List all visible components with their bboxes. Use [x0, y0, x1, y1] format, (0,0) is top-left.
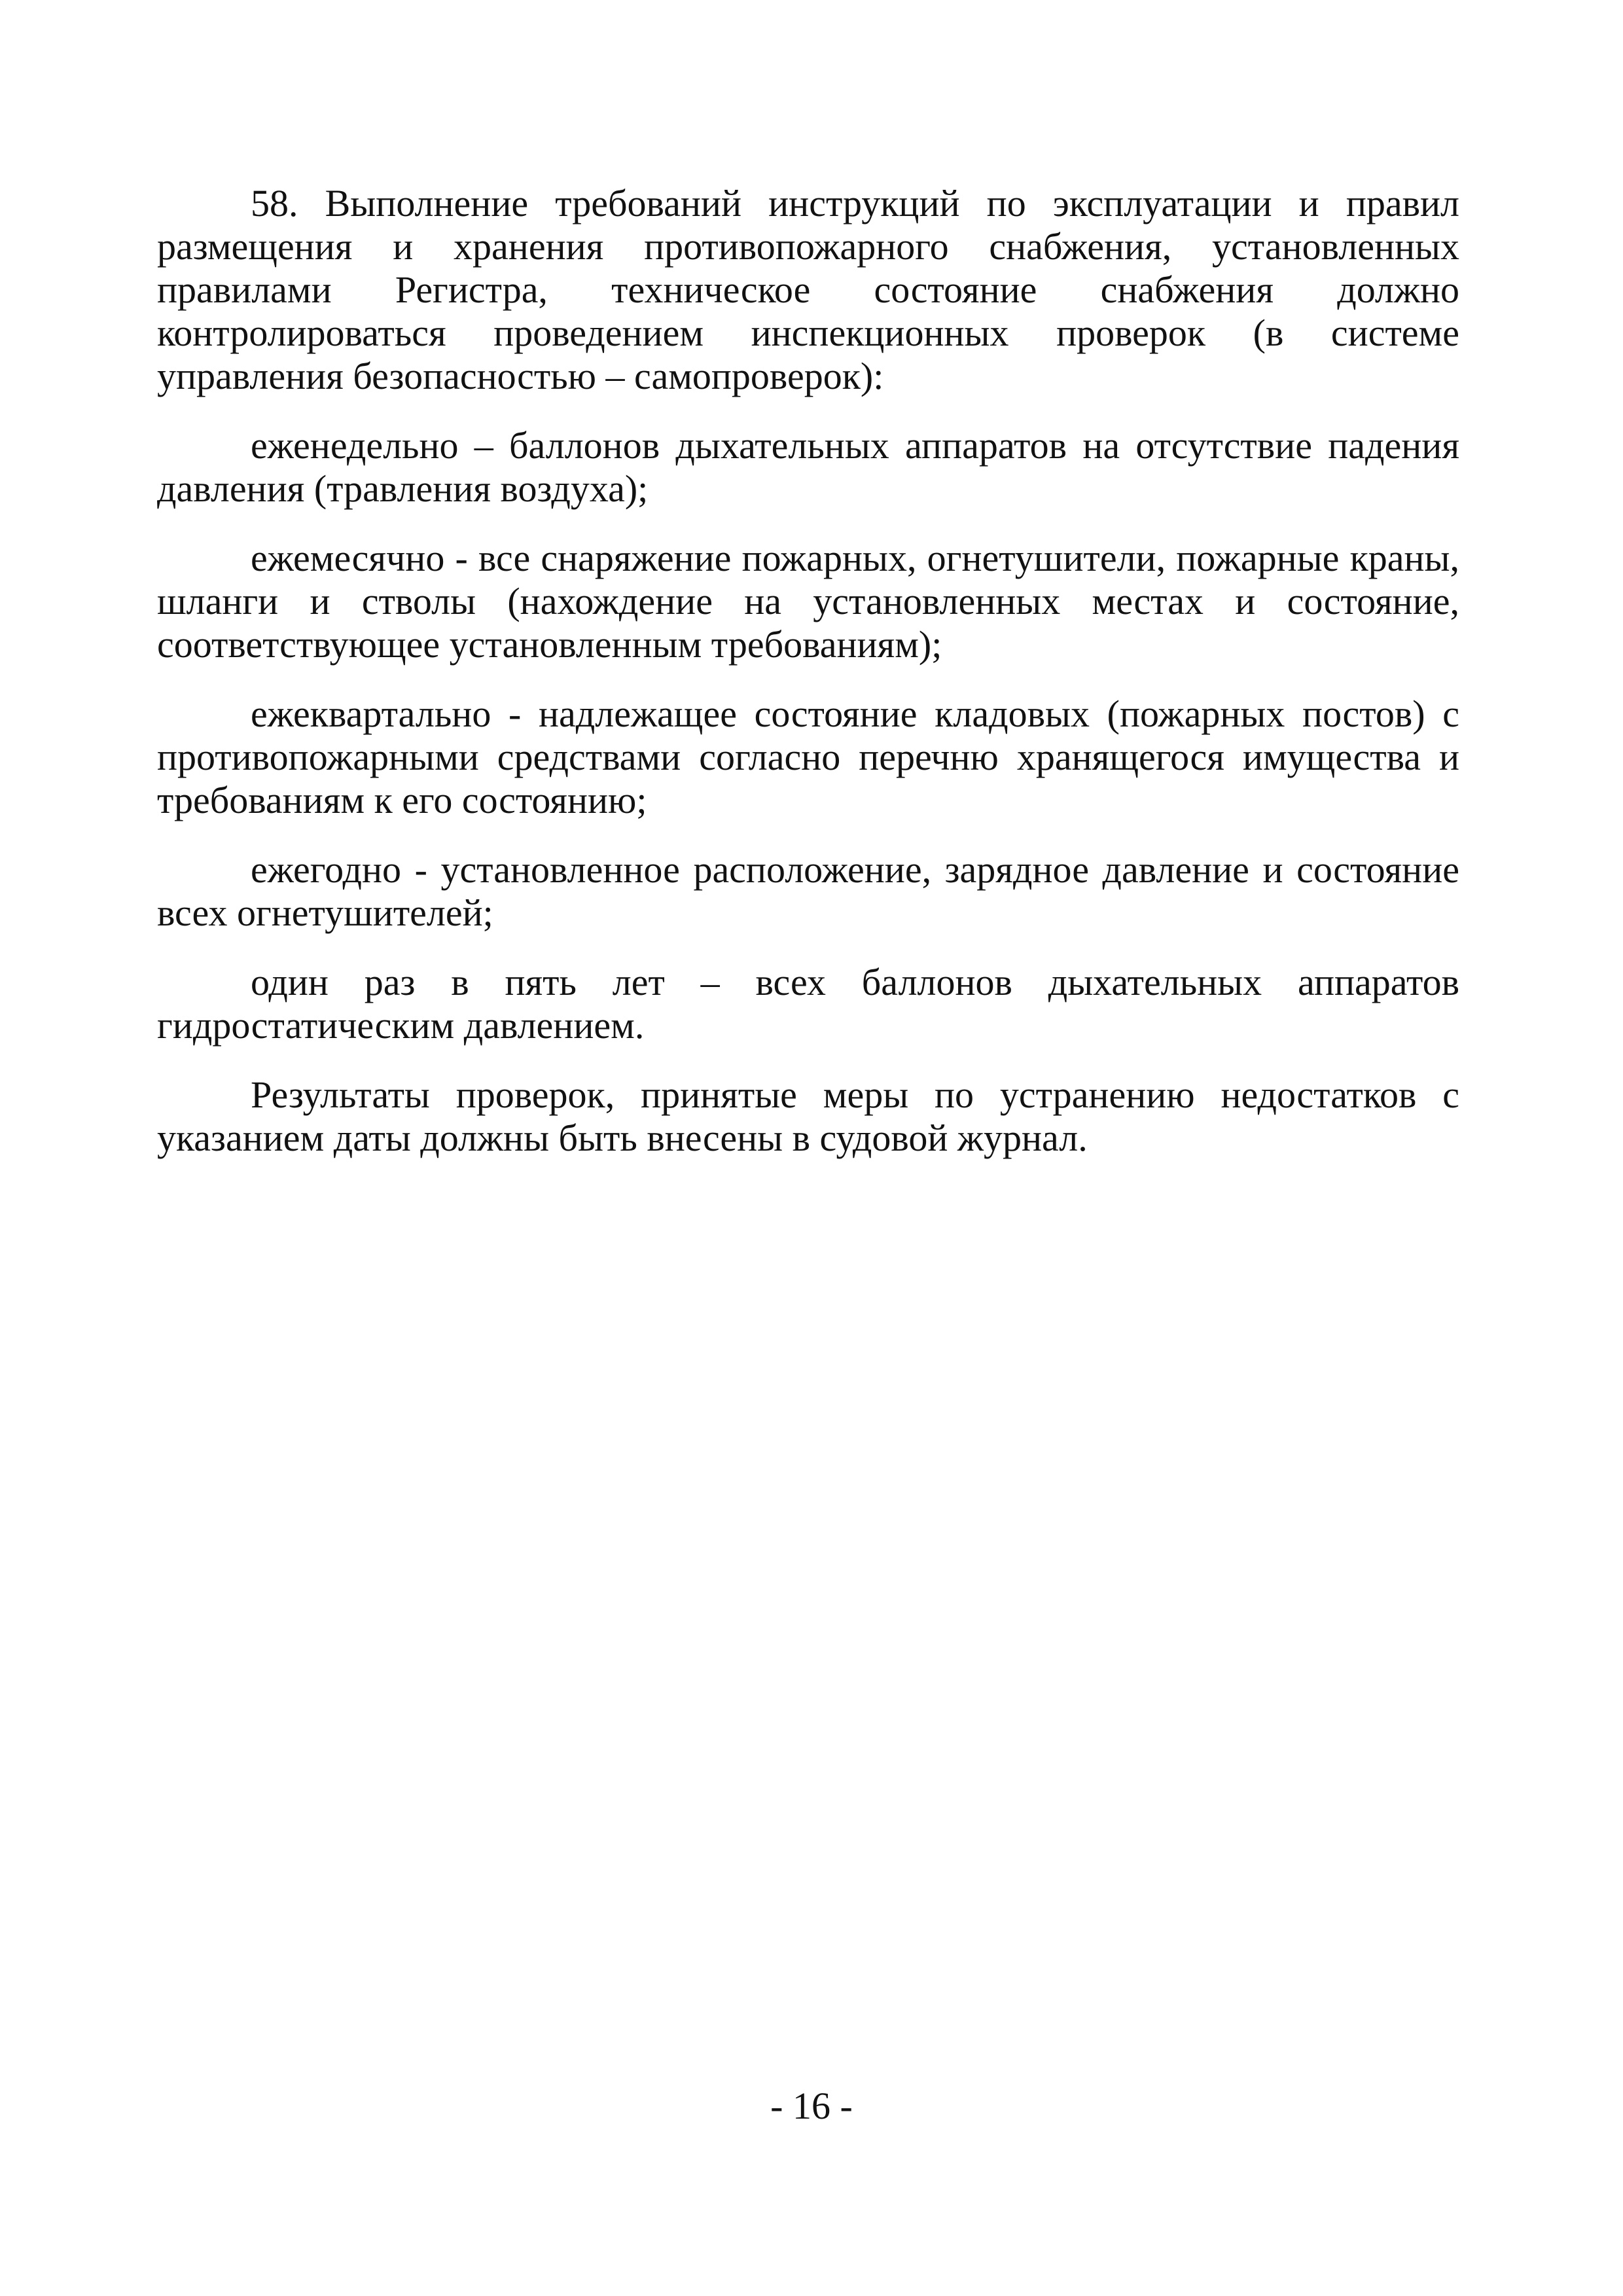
- paragraph-monthly-check: ежемесячно - все снаряжение пожарных, огнетушители, пожарные краны, шланги и стволы (нахождение на установленных местах и состояние, соответствующее установленным требованиям);: [157, 537, 1459, 666]
- paragraph-weekly-check: еженедельно – баллонов дыхательных аппаратов на отсутствие падения давления (травления воздуха);: [157, 424, 1459, 510]
- paragraph-item-58: 58. Выполнение требований инструкций по эксплуатации и правил размещения и хранения противопожарного снабжения, установленных правилами Регистра, техническое состояние снабжения должно контролироваться проведением инспекционных проверок (в системе управления безопасностью – самопроверок):: [157, 182, 1459, 397]
- paragraph-yearly-check: ежегодно - установленное расположение, зарядное давление и состояние всех огнетушителей;: [157, 848, 1459, 934]
- paragraph-quarterly-check: ежеквартально - надлежащее состояние кладовых (пожарных постов) с противопожарными средствами согласно перечню хранящегося имущества и требованиям к его состоянию;: [157, 692, 1459, 821]
- paragraph-results-logging: Результаты проверок, принятые меры по устранению недостатков с указанием даты должны быть внесены в судовой журнал.: [157, 1073, 1459, 1159]
- page-number: - 16 -: [770, 2085, 853, 2127]
- paragraph-five-year-check: один раз в пять лет – всех баллонов дыхательных аппаратов гидростатическим давлением.: [157, 961, 1459, 1047]
- document-body: [157, 182, 1459, 1186]
